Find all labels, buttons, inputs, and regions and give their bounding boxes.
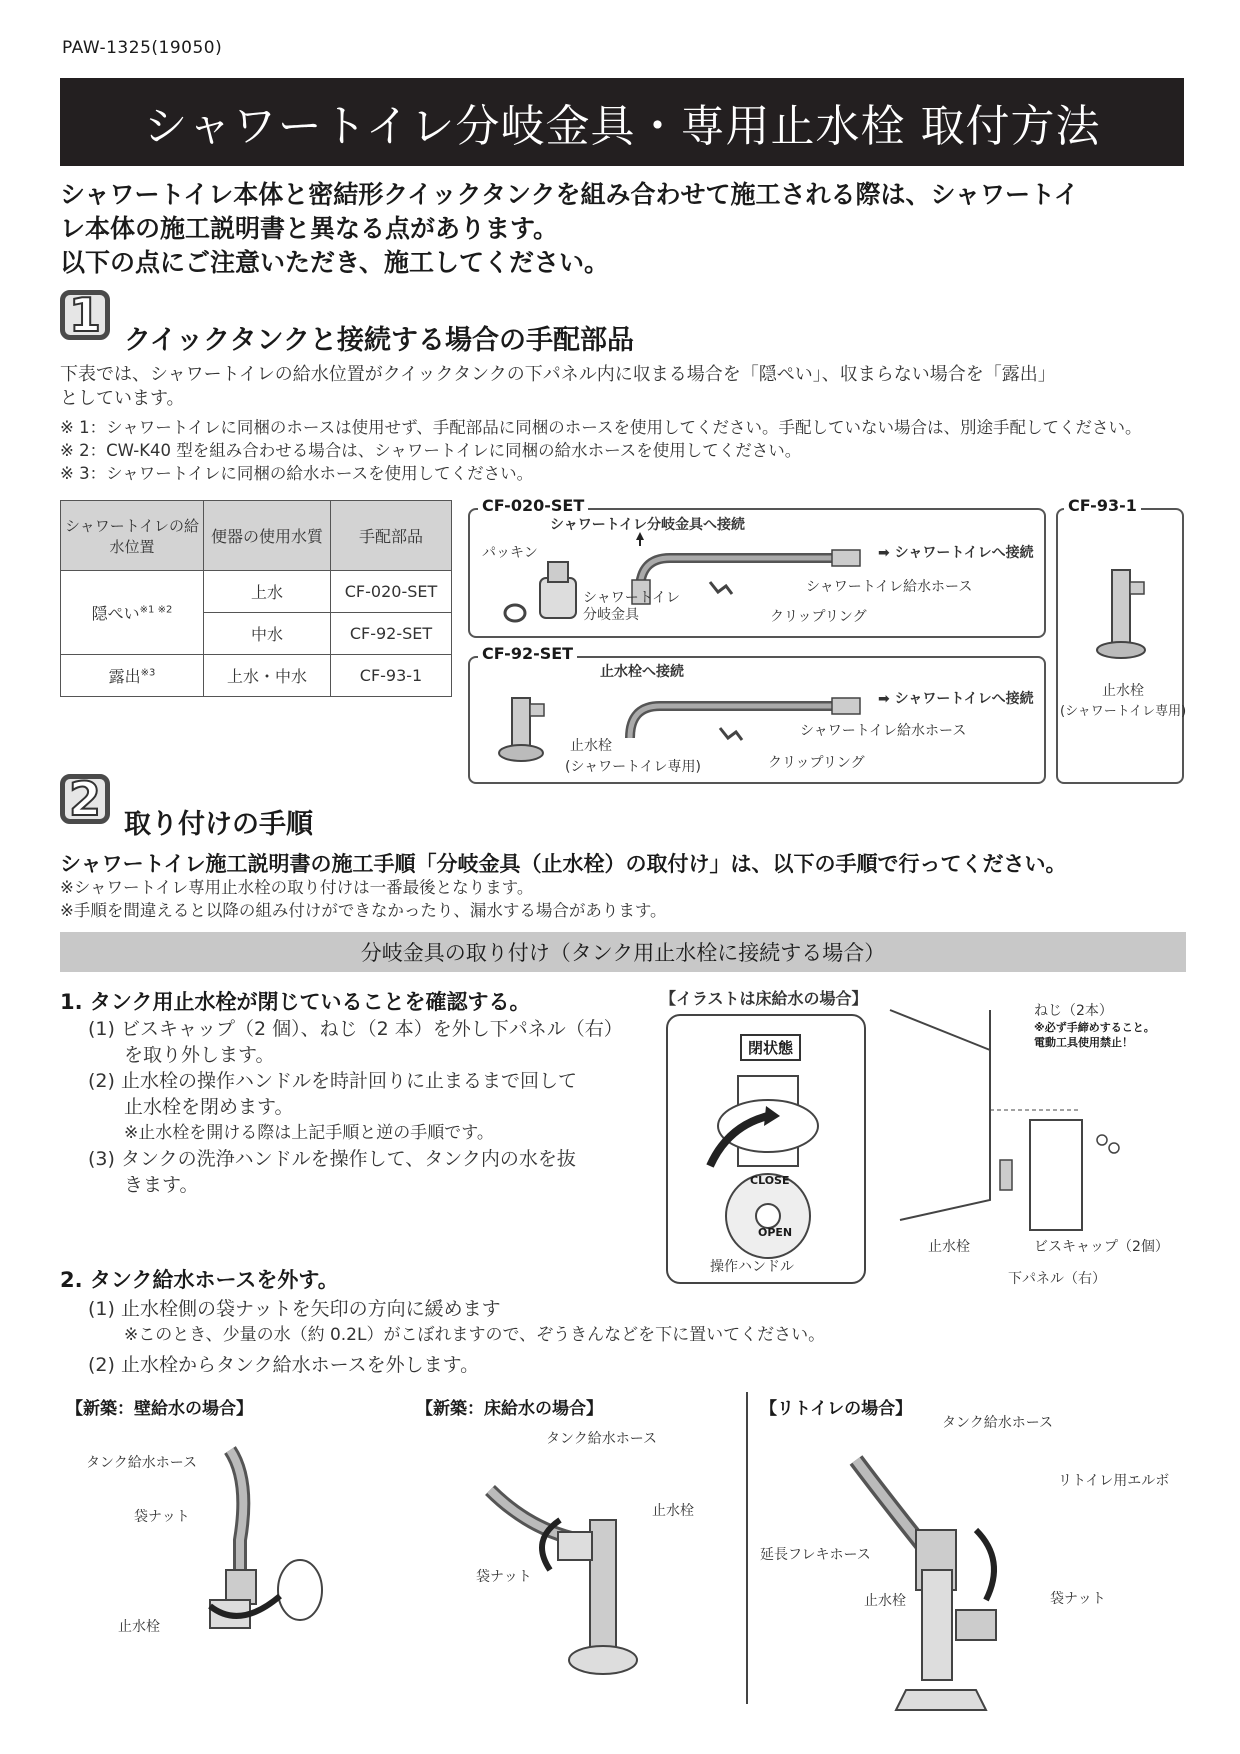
note-line: ※ 3：シャワートイレに同梱の給水ホースを使用してください。 <box>60 464 534 483</box>
cf92-to-toilet: ➡ シャワートイレへ接続 <box>878 691 1034 707</box>
step-item: (3) タンクの洗浄ハンドルを操作して、タンク内の水を抜 <box>88 1148 576 1170</box>
retoilet-flex-label: 延長フレキホース <box>760 1547 871 1563</box>
table-cell-roshutsu <box>61 655 204 697</box>
procedure-bar: 分岐金具の取り付け（タンク用止水栓に接続する場合） <box>60 932 1186 972</box>
note-line: ※手順を間違えると以降の組み付けができなかったり、漏水する場合があります。 <box>60 901 667 920</box>
document-number: PAW-1325(19050) <box>62 38 223 58</box>
floor-valve-label: 止水栓 <box>652 1503 694 1519</box>
step-2-items <box>88 1296 1188 1378</box>
cf020-bunki-line: シャワートイレ <box>583 590 681 606</box>
cf020-bunki <box>583 590 680 624</box>
cf020-to-bunki: シャワートイレ分岐金具へ接続 <box>550 517 746 533</box>
step-item: (2) 止水栓からタンク給水ホースを外します。 <box>88 1354 480 1376</box>
table-cell: CF-020-SET <box>331 571 452 613</box>
open-label: OPEN <box>758 1226 793 1239</box>
screw-note <box>1034 1020 1155 1050</box>
step-1-items <box>88 1016 648 1198</box>
note-line: ※ 2：CW-K40 型を組み合わせる場合は、シャワートイレに同梱の給水ホースを使用してください。 <box>60 441 802 460</box>
cf020-title: CF-020-SET <box>478 496 588 515</box>
biscap-label: ビスキャップ（2個） <box>1034 1239 1169 1255</box>
table-cell-kakushi <box>61 571 204 655</box>
closed-state-label: 閉状態 <box>740 1034 801 1061</box>
cf93-title: CF-93-1 <box>1064 496 1141 515</box>
handle-label: 操作ハンドル <box>710 1259 794 1275</box>
retoilet-elbow-label: リトイレ用エルボ <box>1058 1473 1170 1489</box>
section-1-notes <box>60 416 1200 485</box>
step-note: ※このとき、少量の水（約 0.2L）がこぼれますので、ぞうきんなどを下に置いてください。 <box>124 1325 826 1345</box>
floor-hose-label: タンク給水ホース <box>546 1431 658 1447</box>
cf020-packing: パッキン <box>482 545 538 561</box>
intro-line: レ本体の施工説明書と異なる点があります。 <box>60 214 559 243</box>
wall-nut-label: 袋ナット <box>134 1509 190 1525</box>
illus-caption: 【イラストは床給水の場合】 <box>660 989 868 1008</box>
screw-label: ねじ（2本） <box>1034 1003 1113 1019</box>
cf92-title: CF-92-SET <box>478 644 577 663</box>
roshutsu-label: 露出 <box>108 667 141 686</box>
retoilet-nut-label: 袋ナット <box>1050 1591 1106 1607</box>
screw-note-line: ※必ず手締めすること。 <box>1034 1021 1155 1034</box>
section-1-heading: クイックタンクと接続する場合の手配部品 <box>124 325 635 356</box>
table-header: 便器の使用水質 <box>204 501 331 571</box>
table-cell: 中水 <box>204 613 331 655</box>
section-2-number: 2 <box>60 774 110 824</box>
roshutsu-footnote: ※3 <box>140 667 156 679</box>
desc-line: としています。 <box>60 388 185 409</box>
screw-note-line: 電動工具使用禁止！ <box>1034 1036 1133 1049</box>
cf93-diagram-box <box>1056 508 1187 784</box>
step-item: きます。 <box>124 1174 199 1196</box>
kakushi-footnote: ※1 ※2 <box>139 604 173 616</box>
intro-text <box>60 178 1190 280</box>
step-note: ※止水栓を開ける際は上記手順と逆の手順です。 <box>124 1123 494 1143</box>
cf020-hose: シャワートイレ給水ホース <box>806 579 973 595</box>
cf93-valve-sub: (シャワートイレ専用) <box>1060 704 1187 719</box>
valve-label: 止水栓 <box>928 1239 970 1255</box>
cf020-bunki-line: 分岐金具 <box>583 607 639 623</box>
case-divider <box>746 1392 748 1704</box>
cf020-to-toilet-text: シャワートイレへ接続 <box>894 545 1034 561</box>
case-floor-title: 【新築：床給水の場合】 <box>416 1399 603 1419</box>
cf93-illustration <box>1058 510 1182 782</box>
retoilet-valve-label: 止水栓 <box>864 1593 906 1609</box>
table-header: シャワートイレの給水位置 <box>61 501 204 571</box>
note-line: ※シャワートイレ専用止水栓の取り付けは一番最後となります。 <box>60 878 534 897</box>
cf92-to-valve: 止水栓へ接続 <box>600 664 684 680</box>
section-1-number: 1 <box>60 290 110 340</box>
note-line: ※ 1：シャワートイレに同梱のホースは使用せず、手配部品に同梱のホースを使用してください。手配していない場合は、別途手配してください。 <box>60 418 1142 437</box>
cf92-valve: 止水栓 <box>570 738 612 754</box>
case-retoilet-title: 【リトイレの場合】 <box>760 1399 913 1419</box>
step-1-title: 1. タンク用止水栓が閉じていることを確認する。 <box>60 990 531 1014</box>
table-cell: 上水・中水 <box>204 655 331 697</box>
cf92-valve-sub: (シャワートイレ専用) <box>565 759 701 775</box>
retoilet-illustration <box>756 1420 1186 1720</box>
cf92-clip: クリップリング <box>768 755 865 771</box>
parts-table <box>60 500 452 697</box>
section-2-notes <box>60 876 667 922</box>
cf020-to-toilet: ➡ シャワートイレへ接続 <box>878 545 1034 561</box>
table-cell: 上水 <box>204 571 331 613</box>
cf92-to-toilet-text: シャワートイレへ接続 <box>894 691 1034 707</box>
step-2-title: 2. タンク給水ホースを外す。 <box>60 1268 339 1292</box>
table-cell: CF-92-SET <box>331 613 452 655</box>
wall-valve-label: 止水栓 <box>118 1619 160 1635</box>
desc-line: 下表では、シャワートイレの給水位置がクイックタンクの下パネル内に収まる場合を「隠ぺい」、収まらない場合を「露出」 <box>60 364 1056 385</box>
step-item: 止水栓を閉めます。 <box>124 1096 294 1118</box>
cf93-valve: 止水栓 <box>1102 683 1144 699</box>
case-wall-title: 【新築：壁給水の場合】 <box>66 1399 253 1419</box>
section-2-heading: 取り付けの手順 <box>124 809 313 840</box>
close-label: CLOSE <box>750 1174 790 1187</box>
section-2-lead: シャワートイレ施工説明書の施工手順「分岐金具（止水栓）の取付け」は、以下の手順で行ってください。 <box>60 852 1067 876</box>
table-cell: CF-93-1 <box>331 655 452 697</box>
page-title: シャワートイレ分岐金具・専用止水栓 取付方法 <box>60 78 1184 166</box>
cf92-hose: シャワートイレ給水ホース <box>800 723 967 739</box>
step-item: (1) ビスキャップ（2 個）、ねじ（2 本）を外し下パネル（右） <box>88 1018 623 1040</box>
intro-line: 以下の点にご注意いただき、施工してください。 <box>60 248 610 277</box>
table-header: 手配部品 <box>331 501 452 571</box>
floor-nut-label: 袋ナット <box>476 1569 532 1585</box>
section-1-description <box>60 363 1190 411</box>
retoilet-hose-label: タンク給水ホース <box>942 1415 1054 1431</box>
kakushi-label: 隠ぺい <box>91 604 140 623</box>
step-item: (1) 止水栓側の袋ナットを矢印の方向に緩めます <box>88 1298 501 1320</box>
step-item: (2) 止水栓の操作ハンドルを時計回りに止まるまで回して <box>88 1070 577 1092</box>
cf020-clip: クリップリング <box>770 609 867 625</box>
intro-line: シャワートイレ本体と密結形クイックタンクを組み合わせて施工される際は、シャワートイ <box>60 180 1079 209</box>
panel-label: 下パネル（右） <box>1008 1271 1106 1287</box>
step-item: を取り外します。 <box>124 1044 275 1066</box>
wall-hose-label: タンク給水ホース <box>86 1455 198 1471</box>
